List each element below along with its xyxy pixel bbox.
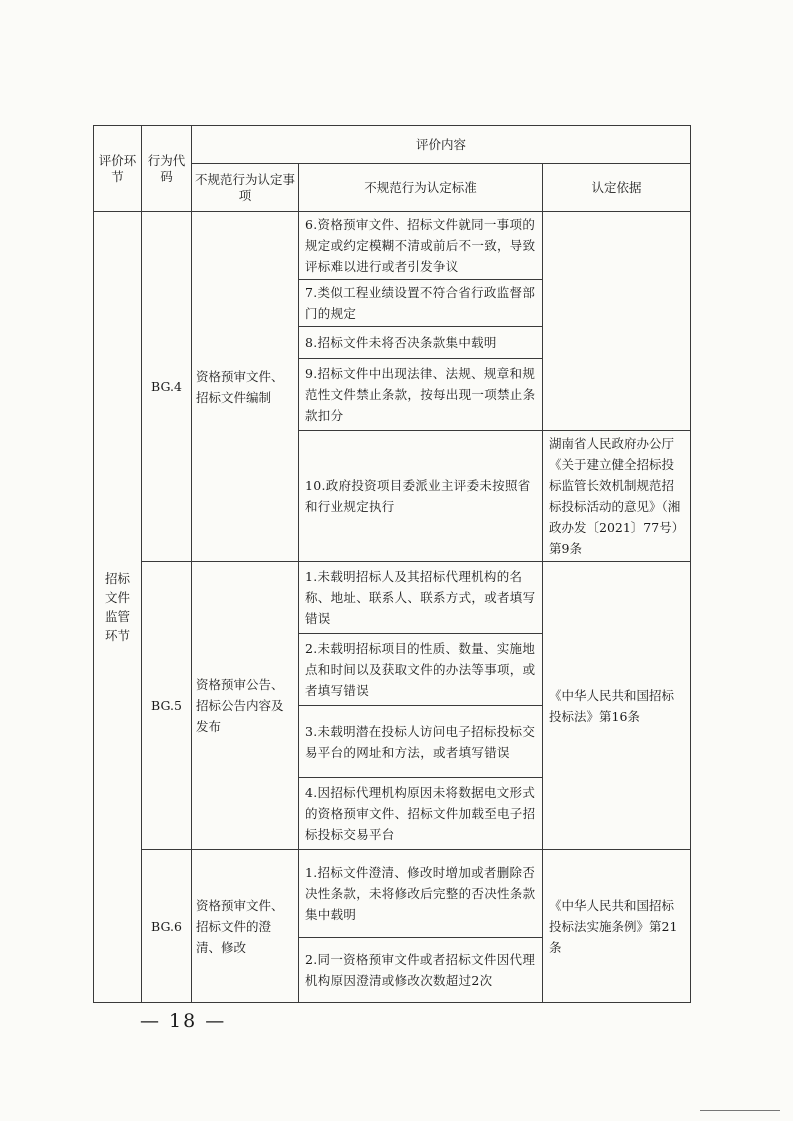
bg4-item-8: 8.招标文件未将否决条款集中载明 (299, 327, 543, 359)
bg4-item-6: 6.资格预审文件、招标文件就同一事项的规定或约定模糊不清或前后不一致，导致评标难以进行或者引发争议 (299, 212, 543, 280)
header-content: 评价内容 (192, 126, 691, 164)
header-matter: 不规范行为认定事项 (192, 164, 299, 212)
bg5-item-3: 3.未载明潜在投标人访问电子招标投标交易平台的网址和方法，或者填写错误 (299, 706, 543, 778)
bg6-item-2: 2.同一资格预审文件或者招标文件因代理机构原因澄清或修改次数超过2次 (299, 938, 543, 1003)
bg5-basis: 《中华人民共和国招标投标法》第16条 (543, 562, 691, 850)
bg5-matter: 资格预审公告、招标公告内容及发布 (192, 562, 299, 850)
bg5-code: BG.5 (142, 562, 192, 850)
bg5-item-1: 1.未载明招标人及其招标代理机构的名称、地址、联系人、联系方式，或者填写错误 (299, 562, 543, 634)
header-code: 行为代码 (142, 126, 192, 212)
bg4-basis: 湖南省人民政府办公厅《关于建立健全招标投标监管长效机制规范招标投标活动的意见》（湘政办发〔2021〕77号）第9条 (543, 431, 691, 562)
bg4-code: BG.4 (142, 212, 192, 562)
evaluation-table (93, 125, 691, 1003)
bg4-basis-top (543, 212, 691, 431)
bg6-item-1: 1.招标文件澄清、修改时增加或者删除否决性条款，未将修改后完整的否决性条款集中载明 (299, 850, 543, 938)
corner-line (700, 1110, 780, 1111)
header-basis: 认定依据 (543, 164, 691, 212)
page-number: — 18 — (140, 1010, 227, 1032)
bg5-item-4: 4.因招标代理机构原因未将数据电文形式的资格预审文件、招标文件加载至电子招标投标交易平台 (299, 778, 543, 850)
bg4-item-9: 9.招标文件中出现法律、法规、规章和规范性文件禁止条款，按每出现一项禁止条款扣分 (299, 359, 543, 431)
stage-cell: 招标文件监管环节 (94, 212, 142, 1003)
header-standard: 不规范行为认定标准 (299, 164, 543, 212)
header-stage: 评价环节 (94, 126, 142, 212)
bg4-matter: 资格预审文件、招标文件编制 (192, 212, 299, 562)
bg5-item-2: 2.未载明招标项目的性质、数量、实施地点和时间以及获取文件的办法等事项，或者填写错误 (299, 634, 543, 706)
bg4-item-10: 10.政府投资项目委派业主评委未按照省和行业规定执行 (299, 431, 543, 562)
bg6-basis: 《中华人民共和国招标投标法实施条例》第21条 (543, 850, 691, 1003)
bg6-matter: 资格预审文件、招标文件的澄清、修改 (192, 850, 299, 1003)
bg6-code: BG.6 (142, 850, 192, 1003)
bg4-item-7: 7.类似工程业绩设置不符合省行政监督部门的规定 (299, 280, 543, 327)
